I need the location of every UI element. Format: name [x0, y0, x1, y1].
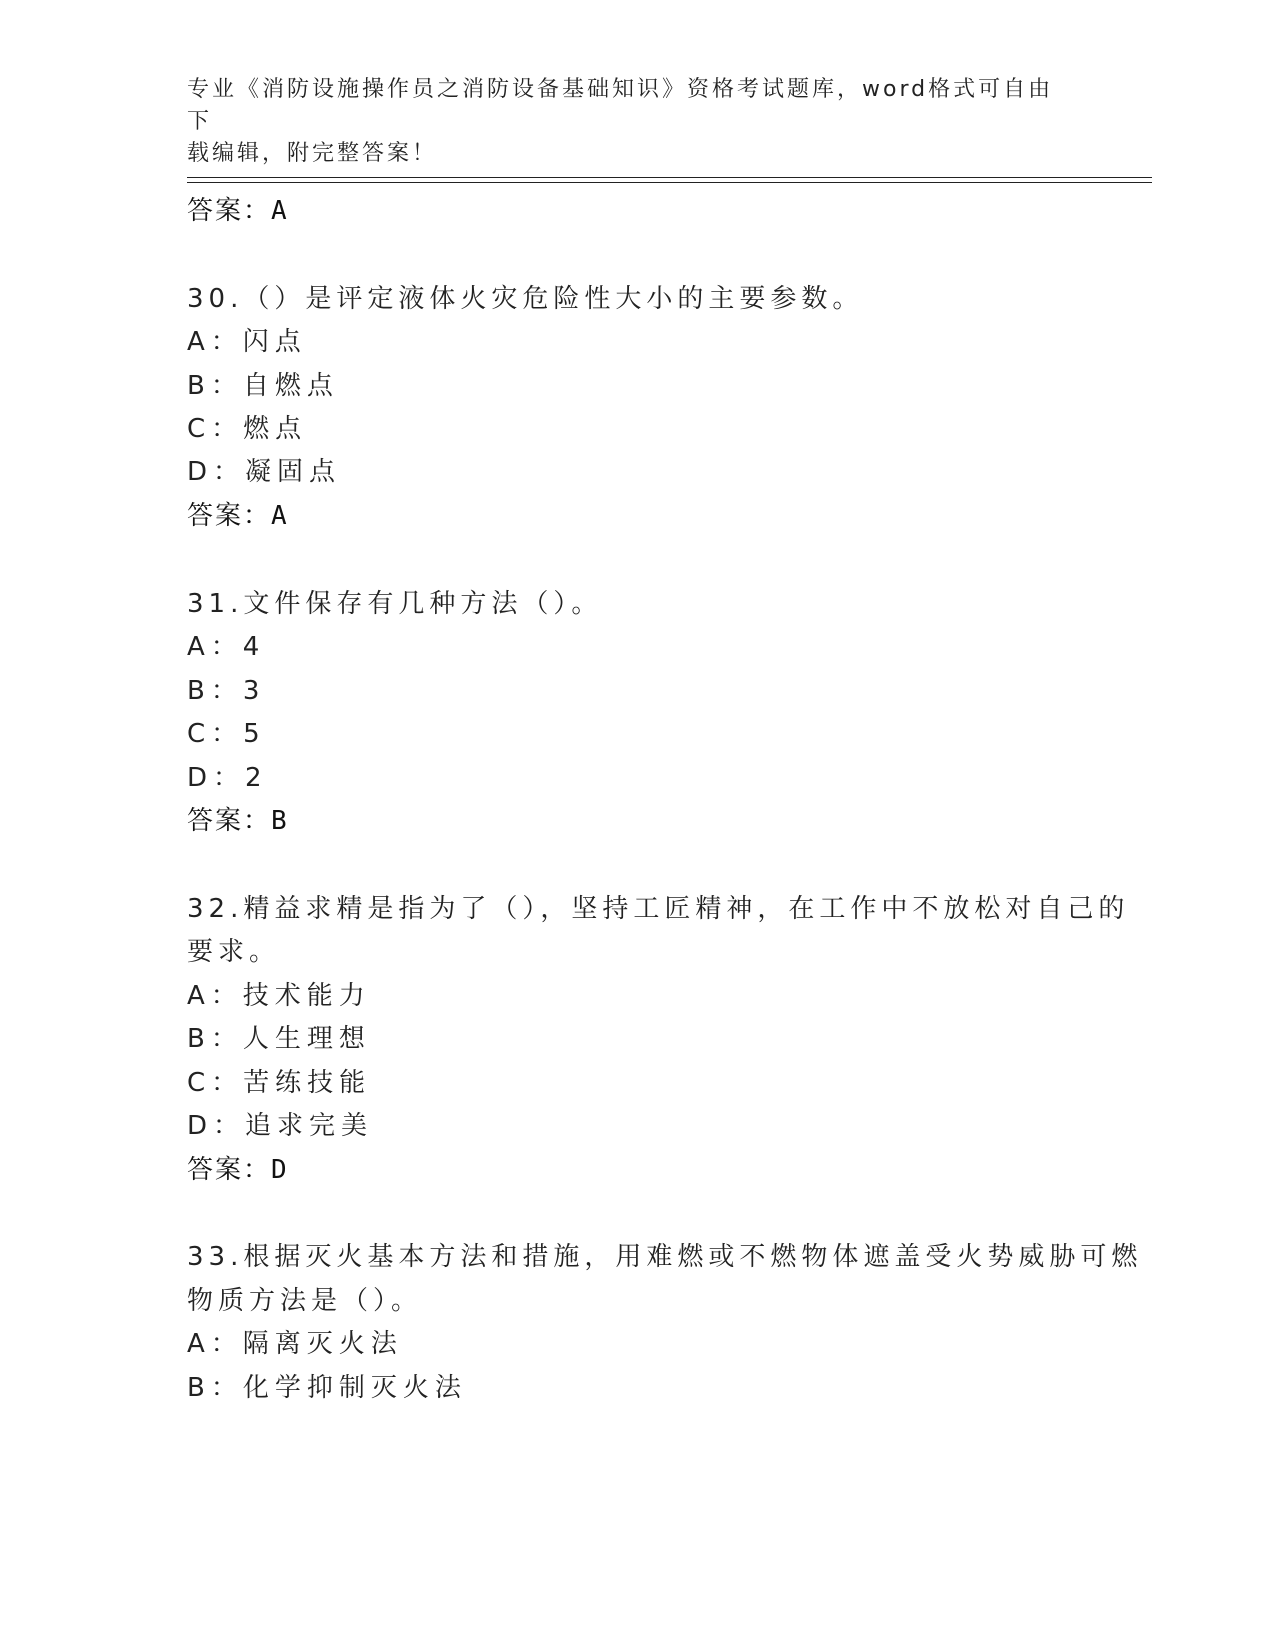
question-33-option-b: B：化学抑制灭火法: [187, 1373, 467, 1403]
question-30-stem: 30.（）是评定液体火灾危险性大小的主要参数。: [187, 284, 864, 314]
question-32-stem-line-2: 要求。: [187, 937, 281, 967]
question-31-stem: 31.文件保存有几种方法（）。: [187, 589, 603, 619]
question-30-option-a: A：闪点: [187, 327, 307, 357]
question-31-option-d: D：2: [187, 763, 268, 793]
document-header: [187, 74, 1067, 170]
question-30-option-c: C：燃点: [187, 414, 308, 444]
question-32-option-a: A：技术能力: [187, 981, 371, 1011]
header-rule-bottom: [187, 182, 1152, 183]
question-32-option-d: D：追求完美: [187, 1111, 374, 1141]
question-33-stem-line-2: 物质方法是（）。: [187, 1286, 423, 1316]
question-32-answer: 答案：D: [187, 1155, 289, 1185]
question-31-option-a: A：4: [187, 632, 266, 662]
question-33-option-a: A：隔离灭火法: [187, 1329, 403, 1359]
question-31-option-c: C：5: [187, 719, 266, 749]
question-33-stem-line-1: 33.根据灭火基本方法和措施，用难燃或不燃物体遮盖受火势威胁可燃: [187, 1242, 1143, 1272]
header-rule-top: [187, 177, 1152, 178]
question-30-option-b: B：自燃点: [187, 371, 339, 401]
question-32-option-b: B：人生理想: [187, 1024, 371, 1054]
header-line-1: 专业《消防设施操作员之消防设备基础知识》资格考试题库，word格式可自由下: [187, 77, 1054, 134]
question-31-option-b: B：3: [187, 676, 266, 706]
question-30-option-d: D：凝固点: [187, 457, 342, 487]
previous-answer: 答案：A: [187, 196, 289, 226]
question-31-answer: 答案：B: [187, 806, 289, 836]
question-32-option-c: C：苦练技能: [187, 1068, 372, 1098]
question-30-answer: 答案：A: [187, 501, 289, 531]
header-line-2: 载编辑，附完整答案！: [187, 141, 438, 166]
question-32-stem-line-1: 32.精益求精是指为了（），坚持工匠精神，在工作中不放松对自己的: [187, 894, 1130, 924]
